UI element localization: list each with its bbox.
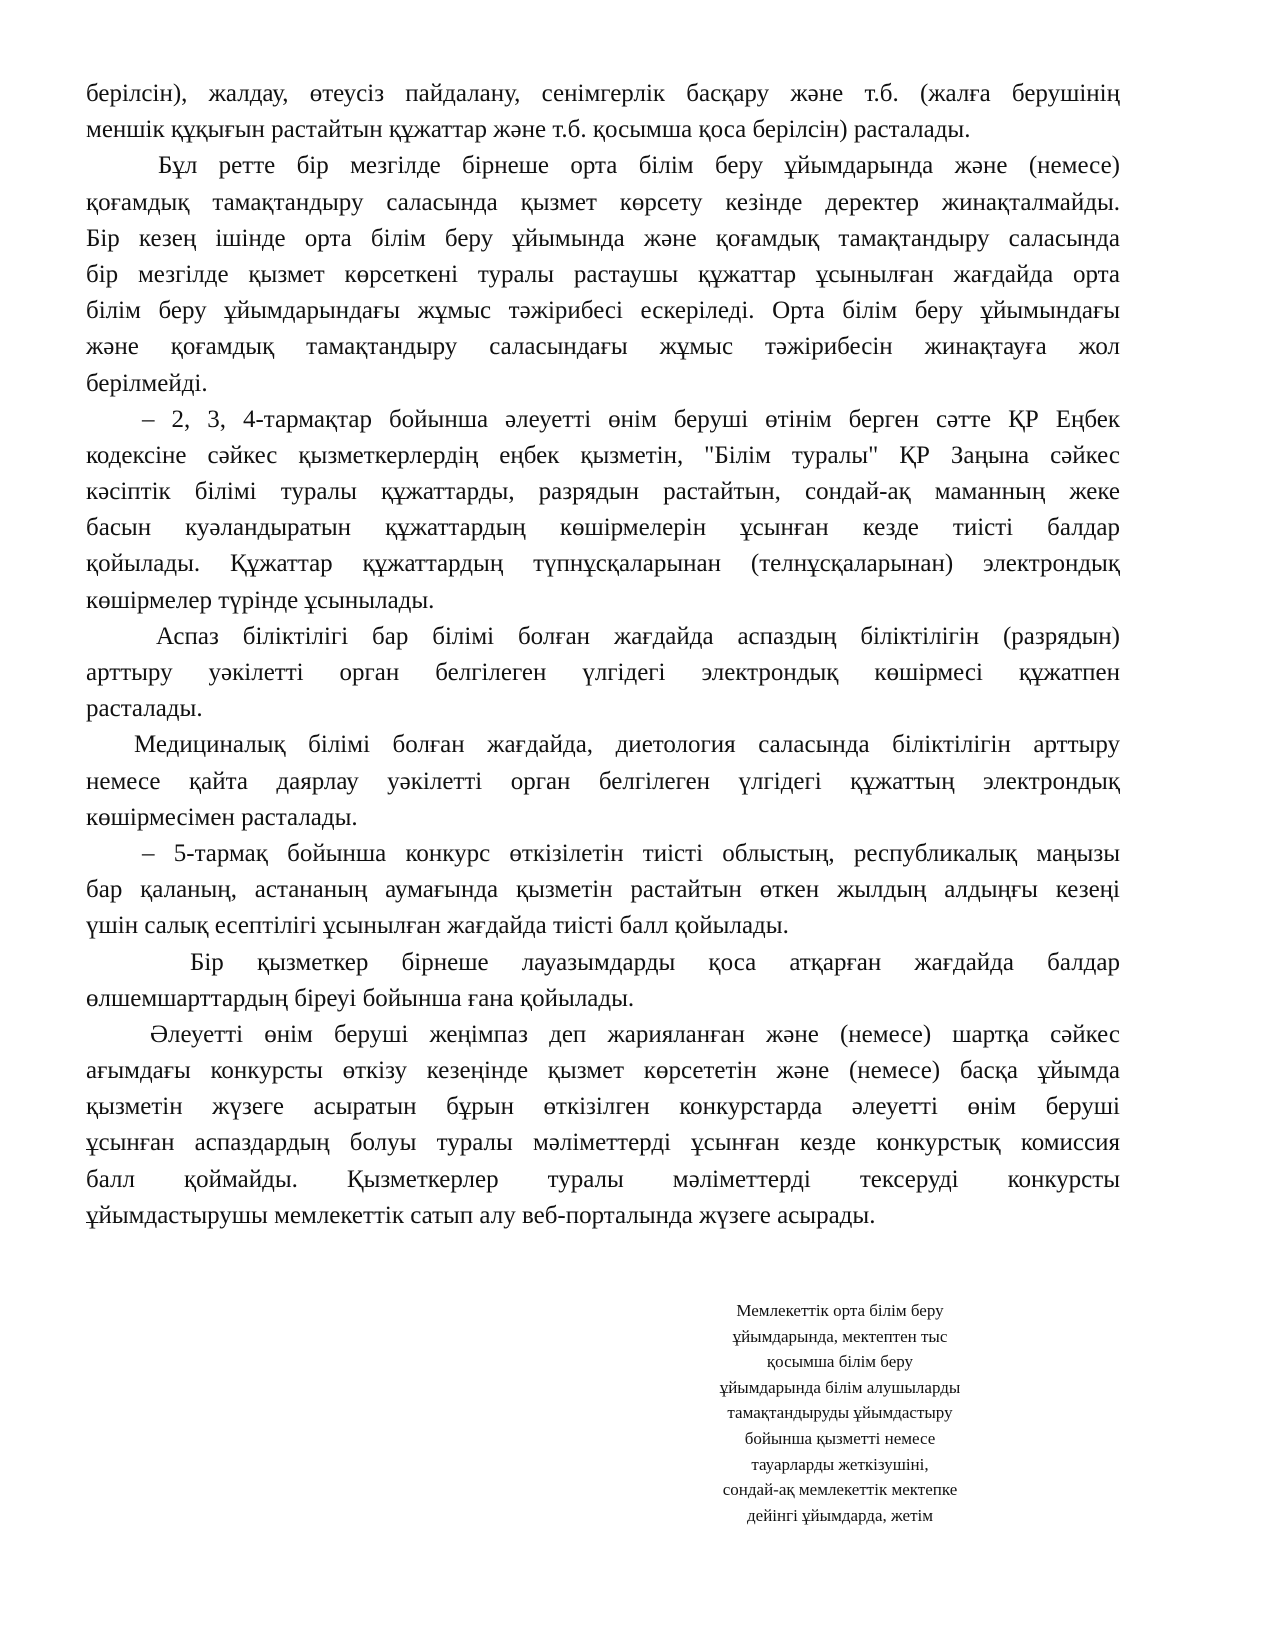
text-line: берілсін), жалдау, өтеусіз пайдалану, сенімгерлік басқару және т.б. (жалға берушінің (86, 80, 1120, 107)
text-line: меншік құқығын растайтын құжаттар және т.б. қосымша қоса берілсін) расталады. (86, 116, 971, 144)
text-line: көшірмелер түрінде ұсынылады. (86, 586, 435, 614)
text-line: басын куәландыратын құжаттардың көшірмелерін ұсынған кезде тиісті балдар (86, 514, 1120, 542)
text-line: ұйымдастырушы мемлекеттік сатып алу веб-порталында жүзеге асырады. (86, 1201, 876, 1229)
note-line: тамақтандыруды ұйымдастыру (727, 1403, 953, 1423)
note-line: сондай-ақ мемлекеттік мектепке (722, 1480, 958, 1500)
text-line: Медициналық білімі болған жағдайда, диетология саласында біліктілігін арттыру (134, 731, 1120, 759)
paragraph-item-5 (86, 836, 1120, 945)
text-line: балл қоймайды. Қызметкерлер туралы мәліметтерді тексеруді конкурсты (86, 1165, 1120, 1193)
text-line: – 5-тармақ бойынша конкурс өткізілетін тиісті облыстың, республикалық маңызы (142, 839, 1120, 867)
paragraph-lease-confirmation (86, 76, 1120, 148)
text-line: көшірмесімен расталады. (86, 803, 358, 831)
text-line: өлшемшарттардың біреуі бойынша ғана қойылады. (86, 984, 635, 1012)
note-line: бойынша қызметті немесе (744, 1428, 936, 1448)
note-line: қосымша білім беру (766, 1352, 914, 1372)
note-line: ұйымдарында білім алушыларды (719, 1377, 961, 1397)
text-line: қойылады. Құжаттар құжаттардың түпнұсқаларынан (телнұсқаларынан) электрондық (86, 550, 1120, 578)
text-line: Бұл ретте бір мезгілде бірнеше орта білім беру ұйымдарында және (немесе) (158, 152, 1120, 180)
text-line: Бір қызметкер бірнеше лауазымдарды қоса атқарған жағдайда балдар (190, 948, 1120, 976)
text-line: кәсіптік білімі туралы құжаттарды, разрядын растайтын, сондай-ақ маманның жеке (86, 478, 1120, 506)
appendix-reference-note (700, 1298, 980, 1528)
paragraph-combined-positions (86, 945, 1120, 1017)
text-line: арттыру уәкілетті орган белгілеген үлгідегі электрондық көшірмесі құжатпен (86, 659, 1120, 686)
text-line: ұсынған аспаздардың болуы туралы мәліметтерді ұсынған кезде конкурстық комиссия (86, 1129, 1120, 1157)
note-line: дейінгі ұйымдарда, жетім (747, 1505, 933, 1525)
text-line: немесе қайта даярлау уәкілетті орган белгілеген үлгідегі құжаттың электрондық (86, 767, 1120, 795)
text-line: және қоғамдық тамақтандыру саласындағы жұмыс тәжірибесін жинақтауға жол (86, 333, 1120, 361)
note-line: Мемлекеттік орта білім беру (736, 1301, 944, 1320)
text-line: – 2, 3, 4-тармақтар бойынша әлеуетті өнім беруші өтінім берген сәтте ҚР Еңбек (142, 405, 1120, 433)
text-line: Бір кезең ішінде орта білім беру ұйымында және қоғамдық тамақтандыру саласында (86, 224, 1120, 252)
text-line: Әлеуетті өнім беруші жеңімпаз деп жарияланған және (немесе) шартқа сәйкес (150, 1020, 1120, 1048)
paragraph-items-2-3-4 (86, 402, 1120, 619)
note-line: ұйымдарында, мектептен тыс (732, 1326, 948, 1346)
paragraph-winner-cooks (86, 1017, 1120, 1234)
text-line: бар қаланың, астананың аумағында қызметін растайтын өткен жылдың алдыңғы кезеңі (86, 876, 1120, 904)
note-line: тауарларды жеткізушіні, (751, 1454, 929, 1474)
text-line: кодексіне сәйкес қызметкерлердің еңбек қызметін, "Білім туралы" ҚР Заңына сәйкес (86, 441, 1120, 469)
paragraph-experience-accumulation (86, 148, 1120, 401)
paragraph-medical-education (86, 727, 1120, 836)
text-line: расталады. (86, 695, 203, 723)
text-line: қызметін жүзеге асыратын бұрын өткізілген конкурстарда әлеуетті өнім беруші (86, 1093, 1120, 1121)
paragraph-cook-qualification (86, 619, 1120, 728)
text-line: білім беру ұйымдарындағы жұмыс тәжірибесі ескеріледі. Орта білім беру ұйымындағы (86, 297, 1120, 325)
text-line: Аспаз біліктілігі бар білімі болған жағдайда аспаздың біліктілігін (разрядын) (156, 622, 1120, 650)
text-line: ағымдағы конкурсты өткізу кезеңінде қызмет көрсететін және (немесе) басқа ұйымда (86, 1057, 1120, 1085)
text-line: үшін салық есептілігі ұсынылған жағдайда тиісті балл қойылады. (86, 912, 789, 940)
document-body (86, 76, 1120, 1234)
text-line: қоғамдық тамақтандыру саласында қызмет көрсету кезінде деректер жинақталмайды. (86, 188, 1120, 216)
text-line: берілмейді. (86, 369, 208, 397)
text-line: бір мезгілде қызмет көрсеткені туралы растаушы құжаттар ұсынылған жағдайда орта (86, 260, 1120, 288)
